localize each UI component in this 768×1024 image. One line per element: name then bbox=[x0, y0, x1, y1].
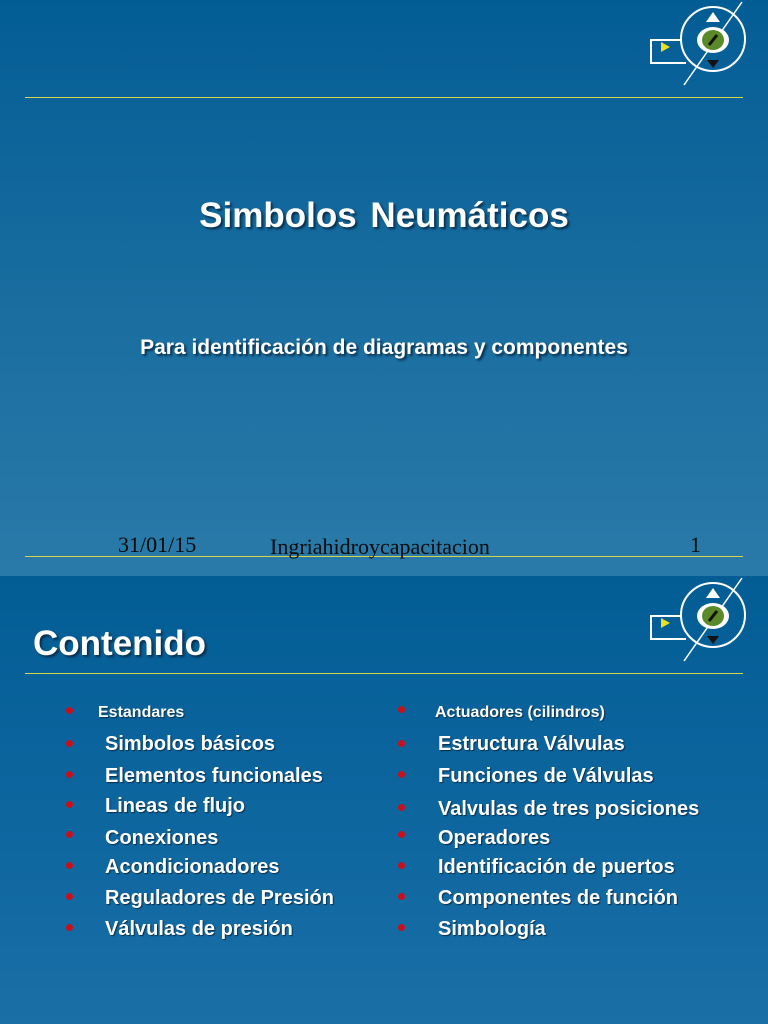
bullet bbox=[66, 862, 73, 869]
footer-date: 31/01/15 bbox=[118, 532, 197, 557]
list-item: Acondicionadores bbox=[105, 856, 280, 878]
list-item: Identificación de puertos bbox=[438, 856, 675, 878]
bullet bbox=[398, 740, 405, 747]
bullet bbox=[398, 924, 405, 931]
list-item: Actuadores (cilindros) bbox=[435, 704, 605, 721]
list-item: Simbología bbox=[438, 918, 546, 940]
list-item: Funciones de Válvulas bbox=[438, 765, 654, 787]
bullet bbox=[66, 801, 73, 808]
list-item: Válvulas de presión bbox=[105, 918, 293, 940]
list-item: Estandares bbox=[98, 704, 185, 721]
slide-subtitle: Para identificación de diagramas y componentes bbox=[140, 336, 628, 359]
list-item: Operadores bbox=[438, 827, 551, 849]
bullet bbox=[66, 707, 73, 714]
header-rule bbox=[25, 673, 743, 674]
bullet bbox=[398, 804, 405, 811]
bullet bbox=[398, 893, 405, 900]
list-item: Reguladores de Presión bbox=[105, 887, 334, 909]
bullet bbox=[398, 706, 405, 713]
header-rule bbox=[25, 97, 743, 98]
list-item: Lineas de flujo bbox=[105, 795, 246, 817]
list-item: Simbolos básicos bbox=[105, 733, 276, 755]
list-item: Conexiones bbox=[105, 827, 219, 849]
slide-title: Simbolos Neumáticos bbox=[199, 196, 569, 235]
bullet bbox=[66, 831, 73, 838]
footer-organization: Ingriahidroycapacitacion bbox=[270, 534, 490, 559]
pneumatic-motor-symbol-icon bbox=[646, 576, 746, 664]
bullet bbox=[398, 862, 405, 869]
slide-title: Contenido bbox=[33, 624, 207, 663]
list-item: Valvulas de tres posiciones bbox=[438, 798, 700, 820]
pneumatic-motor-symbol-icon bbox=[646, 0, 746, 88]
bullet bbox=[66, 740, 73, 747]
list-item: Componentes de función bbox=[438, 887, 678, 909]
bullet bbox=[66, 924, 73, 931]
bullet bbox=[66, 771, 73, 778]
bullet bbox=[398, 831, 405, 838]
bullet bbox=[398, 771, 405, 778]
list-item: Elementos funcionales bbox=[105, 765, 323, 787]
bullet bbox=[66, 893, 73, 900]
list-item: Estructura Válvulas bbox=[438, 733, 625, 755]
footer-page-number: 1 bbox=[690, 532, 701, 557]
